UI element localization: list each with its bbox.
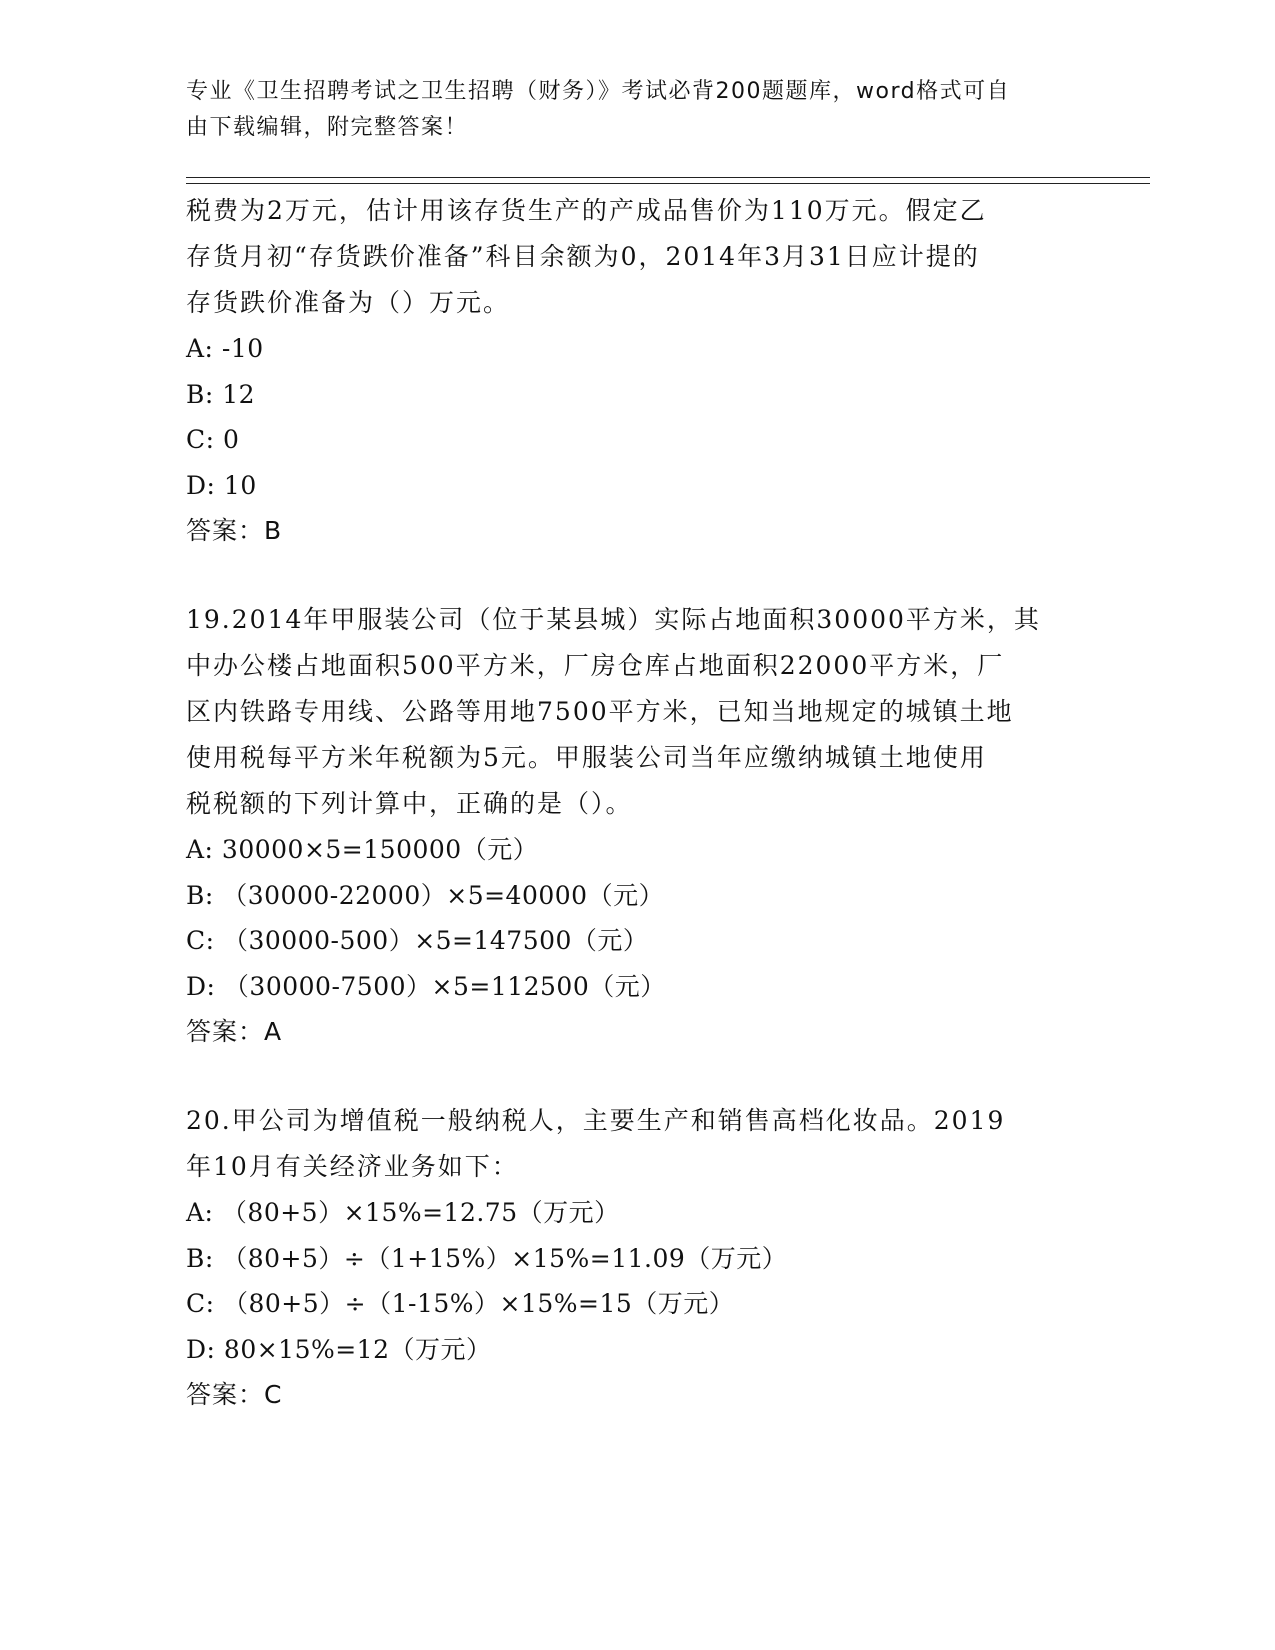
question-text-line: 区内铁路专用线、公路等用地7500平方米，已知当地规定的城镇土地 xyxy=(186,697,1014,726)
spacer xyxy=(186,1055,1086,1098)
question-text-line: 20.甲公司为增值税一般纳税人，主要生产和销售高档化妆品。2019 xyxy=(186,1106,1006,1135)
option-b: B: （30000-22000）×5=40000（元） xyxy=(186,880,665,910)
document-body xyxy=(186,188,1086,1418)
option-a: A: （80+5）×15%=12.75（万元） xyxy=(186,1198,620,1227)
question-text-line: 税税额的下列计算中，正确的是（）。 xyxy=(186,789,633,818)
header-divider-bottom xyxy=(186,183,1150,184)
header-line-2: 由下载编辑，附完整答案！ xyxy=(186,115,469,140)
answer-line: 答案：B xyxy=(186,516,283,545)
option-c: C: （30000-500）×5=147500（元） xyxy=(186,926,649,955)
question-19 xyxy=(186,597,1086,1055)
option-b: B: （80+5）÷（1+15%）×15%=11.09（万元） xyxy=(186,1243,788,1273)
option-c: C: （80+5）÷（1-15%）×15%=15（万元） xyxy=(186,1289,735,1318)
question-text-line: 年10月有关经济业务如下： xyxy=(186,1152,519,1181)
question-20 xyxy=(186,1098,1086,1418)
document-header xyxy=(186,74,1066,146)
question-text-line: 中办公楼占地面积500平方米，厂房仓库占地面积22000平方米，厂 xyxy=(186,651,1005,680)
option-b: B: 12 xyxy=(186,379,256,409)
option-d: D: 10 xyxy=(186,470,257,500)
option-c: C: 0 xyxy=(186,425,240,454)
header-line-1: 专业《卫生招聘考试之卫生招聘（财务）》考试必背200题题库，word格式可自 xyxy=(186,79,1011,104)
option-d: D: （30000-7500）×5=112500（元） xyxy=(186,971,666,1001)
question-18 xyxy=(186,188,1086,554)
question-text-line: 存货月初“存货跌价准备”科目余额为0，2014年3月31日应计提的 xyxy=(186,242,980,271)
spacer xyxy=(186,554,1086,597)
option-a: A: 30000×5=150000（元） xyxy=(186,835,539,864)
question-text-line: 使用税每平方米年税额为5元。甲服装公司当年应缴纳城镇土地使用 xyxy=(186,743,987,772)
question-text-line: 存货跌价准备为（）万元。 xyxy=(186,288,511,317)
header-divider-top xyxy=(186,177,1150,178)
question-text-line: 19.2014年甲服装公司（位于某县城）实际占地面积30000平方米，其 xyxy=(186,605,1041,634)
answer-line: 答案：C xyxy=(186,1380,283,1409)
option-d: D: 80×15%=12（万元） xyxy=(186,1334,492,1364)
question-text-line: 税费为2万元，估计用该存货生产的产成品售价为110万元。假定乙 xyxy=(186,196,987,225)
answer-line: 答案：A xyxy=(186,1017,283,1046)
option-a: A: -10 xyxy=(186,334,264,363)
